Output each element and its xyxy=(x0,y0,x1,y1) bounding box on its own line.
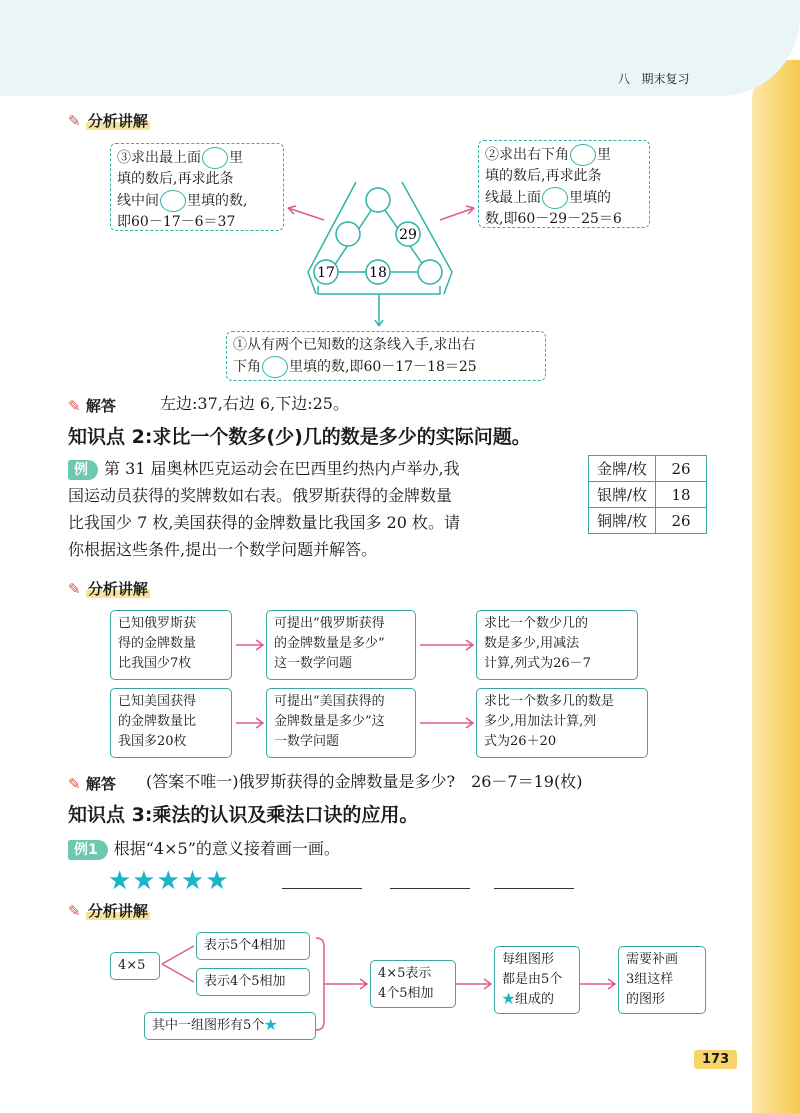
pencil-icon: ✎ xyxy=(68,775,81,793)
analysis-label: ✎ 分析讲解 xyxy=(68,902,148,920)
flow3-mid: 4×5表示 4个5相加 xyxy=(370,960,456,1008)
triangle-bottom-right-circle xyxy=(418,260,442,284)
answer-text-1: 左边:37,右边 6,下边:25。 xyxy=(160,394,349,413)
blank-circle-icon xyxy=(570,144,596,166)
blank-circle-icon xyxy=(542,187,568,209)
star-icon: ★ xyxy=(502,992,516,1007)
connector-arrows xyxy=(284,200,480,240)
blank-circle-icon xyxy=(160,190,186,212)
page-header xyxy=(618,70,689,87)
answer-blank-line xyxy=(282,888,362,889)
flow2-step3: 求比一个数多几的数是 多少,用加法计算,列 式为26＋20 xyxy=(476,688,648,758)
triangle-num-18: 18 xyxy=(369,265,387,281)
flow3-result: 需要补画 3组这样 的图形 xyxy=(618,946,706,1014)
chapter-number: 八 xyxy=(618,72,631,86)
flow-arrows xyxy=(232,630,482,740)
analysis-label: ✎ 分析讲解 xyxy=(68,112,148,130)
pencil-icon: ✎ xyxy=(68,112,81,130)
star-icon: ★ xyxy=(264,1018,278,1033)
blank-circle-icon xyxy=(202,147,228,169)
flow1-step3: 求比一个数少几的 数是多少,用减法 计算,列式为26－7 xyxy=(476,610,638,680)
example-badge: 例1 xyxy=(68,840,108,860)
flow3-bottom: 其中一组图形有5个★ xyxy=(144,1012,316,1040)
example-paragraph: 例 第 31 届奥林匹克运动会在巴西里约热内卢举办,我 国运动员获得的奖牌数如右表。俄罗斯获得的金牌数量 比我国少 7 枚,美国获得的金牌数量比我国多 20 枚。请 你根据这些条件,提出一个数学问题并解答。 xyxy=(68,459,460,559)
pencil-icon: ✎ xyxy=(68,580,81,598)
answer-label: ✎ 解答 xyxy=(68,775,116,793)
flow1-step1: 已知俄罗斯获 得的金牌数量 比我国少7枚 xyxy=(110,610,232,680)
answer-blank-line xyxy=(390,888,470,889)
flow3-group: 每组图形 都是由5个 ★组成的 xyxy=(494,946,580,1014)
triangle-num-29: 29 xyxy=(399,227,417,243)
analysis-label: ✎ 分析讲解 xyxy=(68,580,148,598)
knowledge-point-2-title: 知识点 2:求比一个数多(少)几的数是多少的实际问题。 xyxy=(68,426,531,448)
page-edge-decoration xyxy=(752,60,800,1113)
answer-text-2: (答案不唯一)俄罗斯获得的金牌数量是多少? 26－7＝19(枚) xyxy=(146,772,583,791)
hint-box-step3: ③求出最上面 里 填的数后,再求此条 线中间 里填的数, 即60－17－6＝37 xyxy=(110,143,284,231)
pencil-icon: ✎ xyxy=(68,902,81,920)
table-row: 银牌/枚 18 xyxy=(589,482,707,508)
hint-box-step2: ②求出右下角 里 填的数后,再求此条 线最上面 里填的 数,即60－29－25＝6 xyxy=(478,140,650,228)
star-row: ★★★★★ xyxy=(108,866,230,896)
blank-circle-icon xyxy=(262,356,288,378)
hint-box-step1: ①从有两个已知数的这条线入手,求出右 下角 里填的数,即60－17－18＝25 xyxy=(226,331,546,381)
answer-label: ✎ 解答 xyxy=(68,397,116,415)
flow1-step2: 可提出“俄罗斯获得 的金牌数量是多少” 这一数学问题 xyxy=(266,610,416,680)
knowledge-point-3-title: 知识点 3:乘法的认识及乘法口诀的应用。 xyxy=(68,804,419,826)
flow3-start: 4×5 xyxy=(110,952,160,980)
flow3-connectors xyxy=(160,930,620,1040)
chapter-title: 期末复习 xyxy=(641,72,690,86)
table-row: 铜牌/枚 26 xyxy=(589,508,707,534)
table-row: 金牌/枚 26 xyxy=(589,456,707,482)
triangle-num-17: 17 xyxy=(317,265,335,281)
example1-line: 例1 根据“4×5”的意义接着画一画。 xyxy=(68,835,340,862)
answer-blank-line xyxy=(494,888,574,889)
flow2-step2: 可提出“美国获得的 金牌数量是多少”这 一数学问题 xyxy=(266,688,416,758)
page-number: 173 xyxy=(694,1050,737,1069)
medal-table xyxy=(588,455,707,534)
flow3-option2: 表示4个5相加 xyxy=(196,968,310,996)
flow3-option1: 表示5个4相加 xyxy=(196,932,310,960)
pencil-icon: ✎ xyxy=(68,397,81,415)
flow2-step1: 已知美国获得 的金牌数量比 我国多20枚 xyxy=(110,688,232,758)
example-badge: 例 xyxy=(68,460,98,480)
